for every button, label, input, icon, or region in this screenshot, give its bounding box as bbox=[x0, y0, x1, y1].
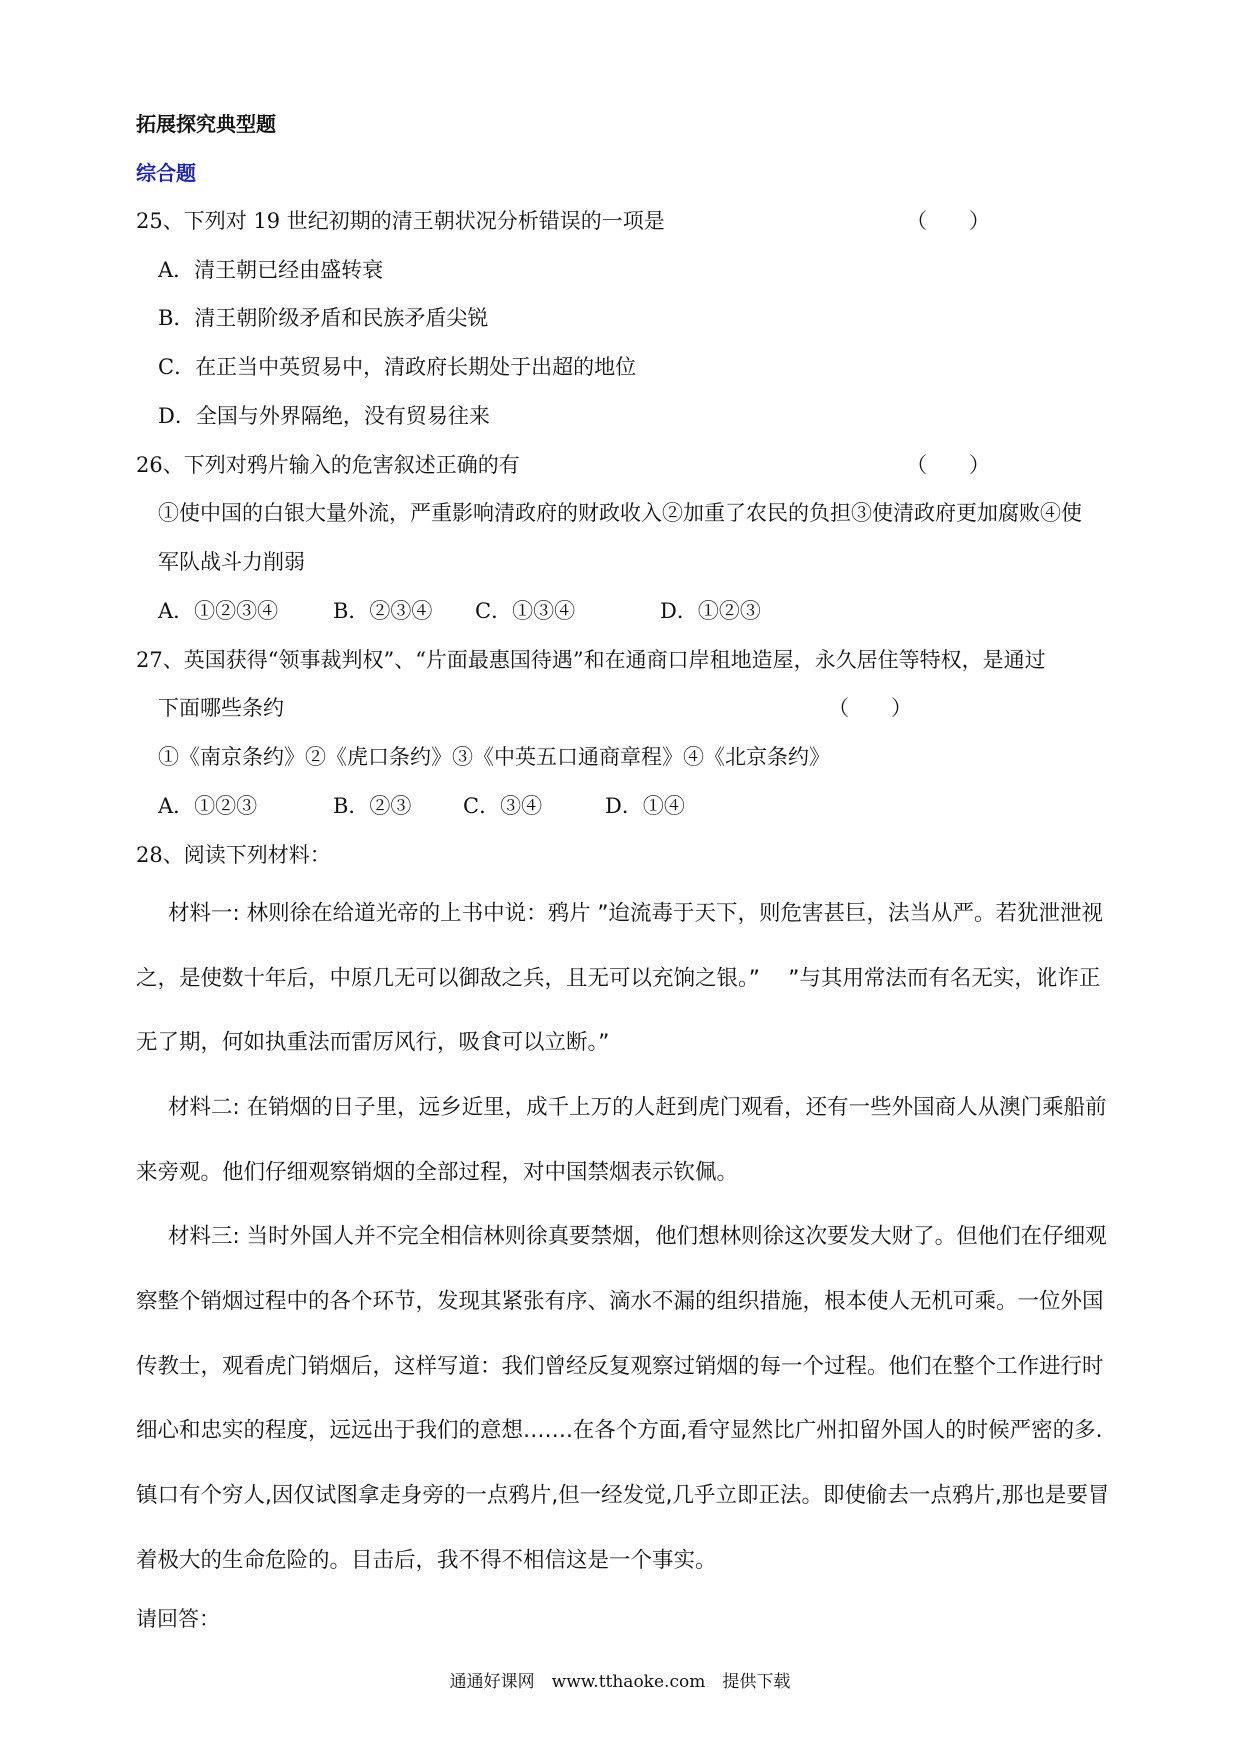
material-2-line: 材料二: 在销烟的日子里，远乡近里，成千上万的人赶到虎门观看，还有一些外国商人从澳门乘船前 bbox=[168, 1095, 1107, 1120]
answer-bracket-26: （ ） bbox=[906, 453, 990, 477]
material-3-line: 镇口有个穷人,因仅试图拿走身旁的一点鸦片,但一经发觉,几乎立即正法。即使偷去一点鸦片,那也是要冒 bbox=[136, 1483, 1110, 1508]
option-c-26: C．①③④ bbox=[475, 599, 576, 623]
option-d-26: D．①②③ bbox=[660, 599, 761, 623]
question-27-body: ①《南京条约》②《虎口条约》③《中英五口通商章程》④《北京条约》 bbox=[158, 745, 830, 769]
material-3-line: 细心和忠实的程度，远远出于我们的意想…….在各个方面,看守显然比广州扣留外国人的时候严密的多. bbox=[136, 1418, 1103, 1443]
material-3-line: 察整个销烟过程中的各个环节，发现其紧张有序、滴水不漏的组织措施，根本使人无机可乘。一位外国 bbox=[136, 1289, 1104, 1314]
answer-bracket-25: （ ） bbox=[906, 209, 990, 233]
option-a-25: A．清王朝已经由盛转衰 bbox=[158, 258, 384, 282]
material-1-line: 无了期，何如执重法而雷厉风行，吸食可以立断。” bbox=[136, 1030, 610, 1055]
option-a-26: A．①②③④ bbox=[158, 599, 279, 623]
material-3-line: 着极大的生命危险的。目击后，我不得不相信这是一个事实。 bbox=[136, 1548, 717, 1573]
page-footer: 通通好课网 www.tthaoke.com 提供下载 bbox=[449, 1672, 791, 1692]
answer-bracket-27: （ ） bbox=[828, 696, 912, 720]
material-3-line: 传教士，观看虎门销烟后，这样写道：我们曾经反复观察过销烟的每一个过程。他们在整个工作进行时 bbox=[136, 1354, 1104, 1379]
material-3-line: 材料三: 当时外国人并不完全相信林则徐真要禁烟，他们想林则徐这次要发大财了。但他们在仔细观 bbox=[168, 1224, 1107, 1249]
option-b-27: B．②③ bbox=[333, 794, 412, 818]
section-title: 综合题 bbox=[136, 161, 196, 185]
question-25-stem: 25、下列对 19 世纪初期的清王朝状况分析错误的一项是 bbox=[136, 209, 665, 233]
question-28-stem: 28、阅读下列材料： bbox=[136, 843, 331, 867]
material-2-line: 来旁观。他们仔细观察销烟的全部过程，对中国禁烟表示钦佩。 bbox=[136, 1160, 739, 1185]
option-a-27: A．①②③ bbox=[158, 794, 258, 818]
page-heading: 拓展探究典型题 bbox=[136, 112, 276, 136]
question-26-stem: 26、下列对鸦片输入的危害叙述正确的有 bbox=[136, 453, 520, 477]
question-26-body-line1: ①使中国的白银大量外流，严重影响清政府的财政收入②加重了农民的负担③使清政府更加腐败④使 bbox=[158, 501, 1082, 525]
material-1-line: 之，是使数十年后，中原几无可以御敌之兵，且无可以充饷之银。” ”与其用常法而有名无实，讹诈正 bbox=[136, 966, 1101, 991]
option-d-25: D．全国与外界隔绝，没有贸易往来 bbox=[158, 404, 490, 428]
option-c-27: C．③④ bbox=[463, 794, 543, 818]
option-c-25: C．在正当中英贸易中，清政府长期处于出超的地位 bbox=[158, 355, 637, 379]
question-27-stem-line1: 27、英国获得“领事裁判权”、“片面最惠国待遇”和在通商口岸租地造屋，永久居住等特权，是通过 bbox=[136, 648, 1046, 672]
material-1-line: 材料一: 林则徐在给道光帝的上书中说：鸦片 ”迨流毒于天下，则危害甚巨，法当从严。若犹泄泄视 bbox=[168, 901, 1104, 926]
question-26-body-line2: 军队战斗力削弱 bbox=[158, 550, 305, 574]
option-b-25: B．清王朝阶级矛盾和民族矛盾尖锐 bbox=[158, 306, 489, 330]
question-27-stem-line2: 下面哪些条约 bbox=[158, 696, 284, 720]
question-28-prompt: 请回答： bbox=[136, 1607, 220, 1631]
option-b-26: B．②③④ bbox=[333, 599, 433, 623]
option-d-27: D．①④ bbox=[605, 794, 685, 818]
